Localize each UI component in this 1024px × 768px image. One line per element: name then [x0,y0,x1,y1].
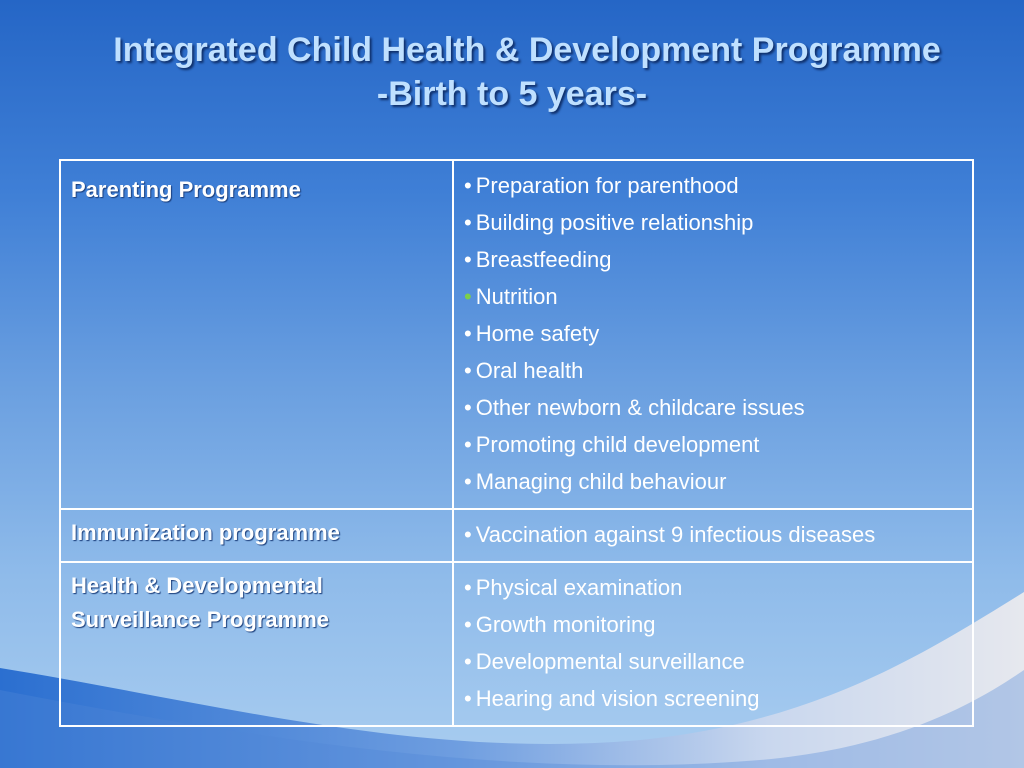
list-item: • Vaccination against 9 infectious diseases [464,522,876,547]
list-item: • Breastfeeding [464,247,612,272]
items-cell [453,160,973,509]
programme-table [59,159,974,727]
bullet-list [464,167,962,500]
bullet-icon: • [464,395,472,420]
bullet-icon: • [464,284,472,309]
list-item: • Physical examination [464,575,683,600]
programme-line-1: Health & Developmental [71,573,323,598]
bullet-icon: • [464,210,472,235]
list-item: • Growth monitoring [464,612,656,637]
bullet-icon: • [464,321,472,346]
programme-cell [60,562,453,726]
bullet-icon: • [464,649,472,674]
list-item: • Building positive relationship [464,210,754,235]
programme-cell: Parenting Programme [60,160,453,509]
bullet-icon: • [464,173,472,198]
list-item: • Developmental surveillance [464,649,745,674]
bullet-icon: • [464,575,472,600]
bullet-icon: • [464,686,472,711]
items-cell [453,562,973,726]
programme-line-2: Surveillance Programme [71,607,330,632]
list-item: • Managing child behaviour [464,469,727,494]
programme-cell: Immunization programme [60,509,453,562]
table-row-immunization [60,509,973,562]
table-row-health-surveillance [60,562,973,726]
bullet-icon: • [464,247,472,272]
bullet-icon: • [464,432,472,457]
bullet-icon: • [464,522,472,547]
table-row-parenting [60,160,973,509]
bullet-icon: • [464,469,472,494]
bullet-icon: • [464,612,472,637]
list-item: • Other newborn & childcare issues [464,395,805,420]
list-item: • Home safety [464,321,600,346]
list-item: • Hearing and vision screening [464,686,760,711]
list-item: • Oral health [464,358,584,383]
items-cell [453,509,973,562]
list-item: • Promoting child development [464,432,760,457]
title-line-2: -Birth to 5 years- [376,75,648,113]
title-line-1: Integrated Child Health & Development Programme [113,31,941,69]
list-item: • Nutrition [464,284,558,309]
bullet-icon: • [464,358,472,383]
bullet-list [464,569,962,717]
bullet-list [464,516,962,553]
list-item: • Preparation for parenthood [464,173,739,198]
slide-title [0,28,1024,116]
